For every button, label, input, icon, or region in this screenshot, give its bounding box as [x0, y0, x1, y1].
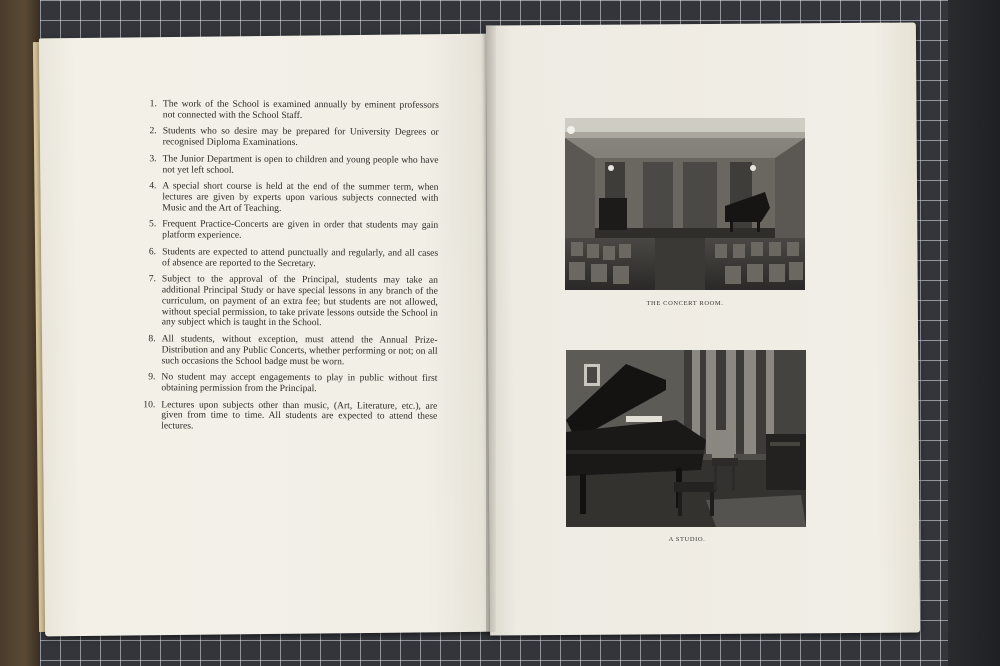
right-page: [486, 23, 920, 636]
rule-number: 7.: [148, 273, 156, 285]
list-item: [138, 274, 438, 330]
list-item: [137, 334, 437, 368]
rule-text: Frequent Practice-Concerts are given in order that students may gain platform experience.: [162, 218, 439, 241]
rule-number: 5.: [149, 218, 157, 230]
list-item: [137, 372, 437, 395]
studio-image: [566, 350, 806, 527]
list-item: [138, 220, 438, 243]
rules-list: [137, 99, 439, 439]
studio-photo: [566, 350, 806, 527]
list-item: [138, 247, 438, 270]
concert-room-image: [565, 118, 805, 290]
rule-number: 1.: [149, 98, 157, 110]
rule-number: 6.: [148, 246, 157, 258]
concert-room-caption: THE CONCERT ROOM.: [646, 300, 724, 307]
rule-text: Subject to the approval of the Principal, students may take an additional Principal Study or have special lessons in any branch of the curriculum, on payment of an extra fee; but students are not allowed, without special permission, to take private lessons outside the School in any subject which is taught in the School.: [161, 273, 438, 329]
list-item: [139, 99, 439, 122]
rule-number: 10.: [143, 398, 156, 410]
rule-text: No student may accept engagements to play in public without first obtaining permission from the Principal.: [161, 371, 438, 395]
rule-text: Lectures upon subjects other than music, (Art, Literature, etc.), are given from time to time. All students are expected to attend these lectures.: [161, 398, 438, 432]
list-item: [139, 127, 439, 150]
list-item: [138, 154, 438, 177]
studio-caption: A STUDIO.: [668, 536, 706, 543]
list-item: [138, 181, 438, 215]
rule-text: Students are expected to attend punctually and regularly, and all cases of absence are reported to the Secretary.: [162, 246, 439, 269]
rule-text: All students, without exception, must attend the Annual Prize-Distribution and any Public Concerts, whether performing or not; on all such occasions the School badge must be worn.: [161, 333, 438, 367]
book-gutter: [486, 26, 496, 632]
rule-number: 4.: [149, 180, 157, 192]
rule-text: A special short course is held at the end of the summer term, when lectures are given by experts upon various subjects connected with Music and the Art of Teaching.: [162, 180, 439, 214]
rule-number: 3.: [149, 153, 157, 165]
concert-room-photo: [565, 118, 805, 290]
rule-text: Students who so desire may be prepared for University Degrees or recognised Diploma Examinations.: [162, 125, 439, 149]
rule-number: 9.: [148, 371, 156, 383]
mat-edge: [948, 0, 1000, 666]
rule-number: 2.: [149, 125, 157, 137]
list-item: [137, 400, 437, 434]
rule-text: The work of the School is examined annually by eminent professors not connected with the School Staff.: [162, 98, 439, 121]
rule-text: The Junior Department is open to children and young people who have not yet left school.: [162, 153, 439, 176]
rule-number: 8.: [148, 333, 156, 345]
